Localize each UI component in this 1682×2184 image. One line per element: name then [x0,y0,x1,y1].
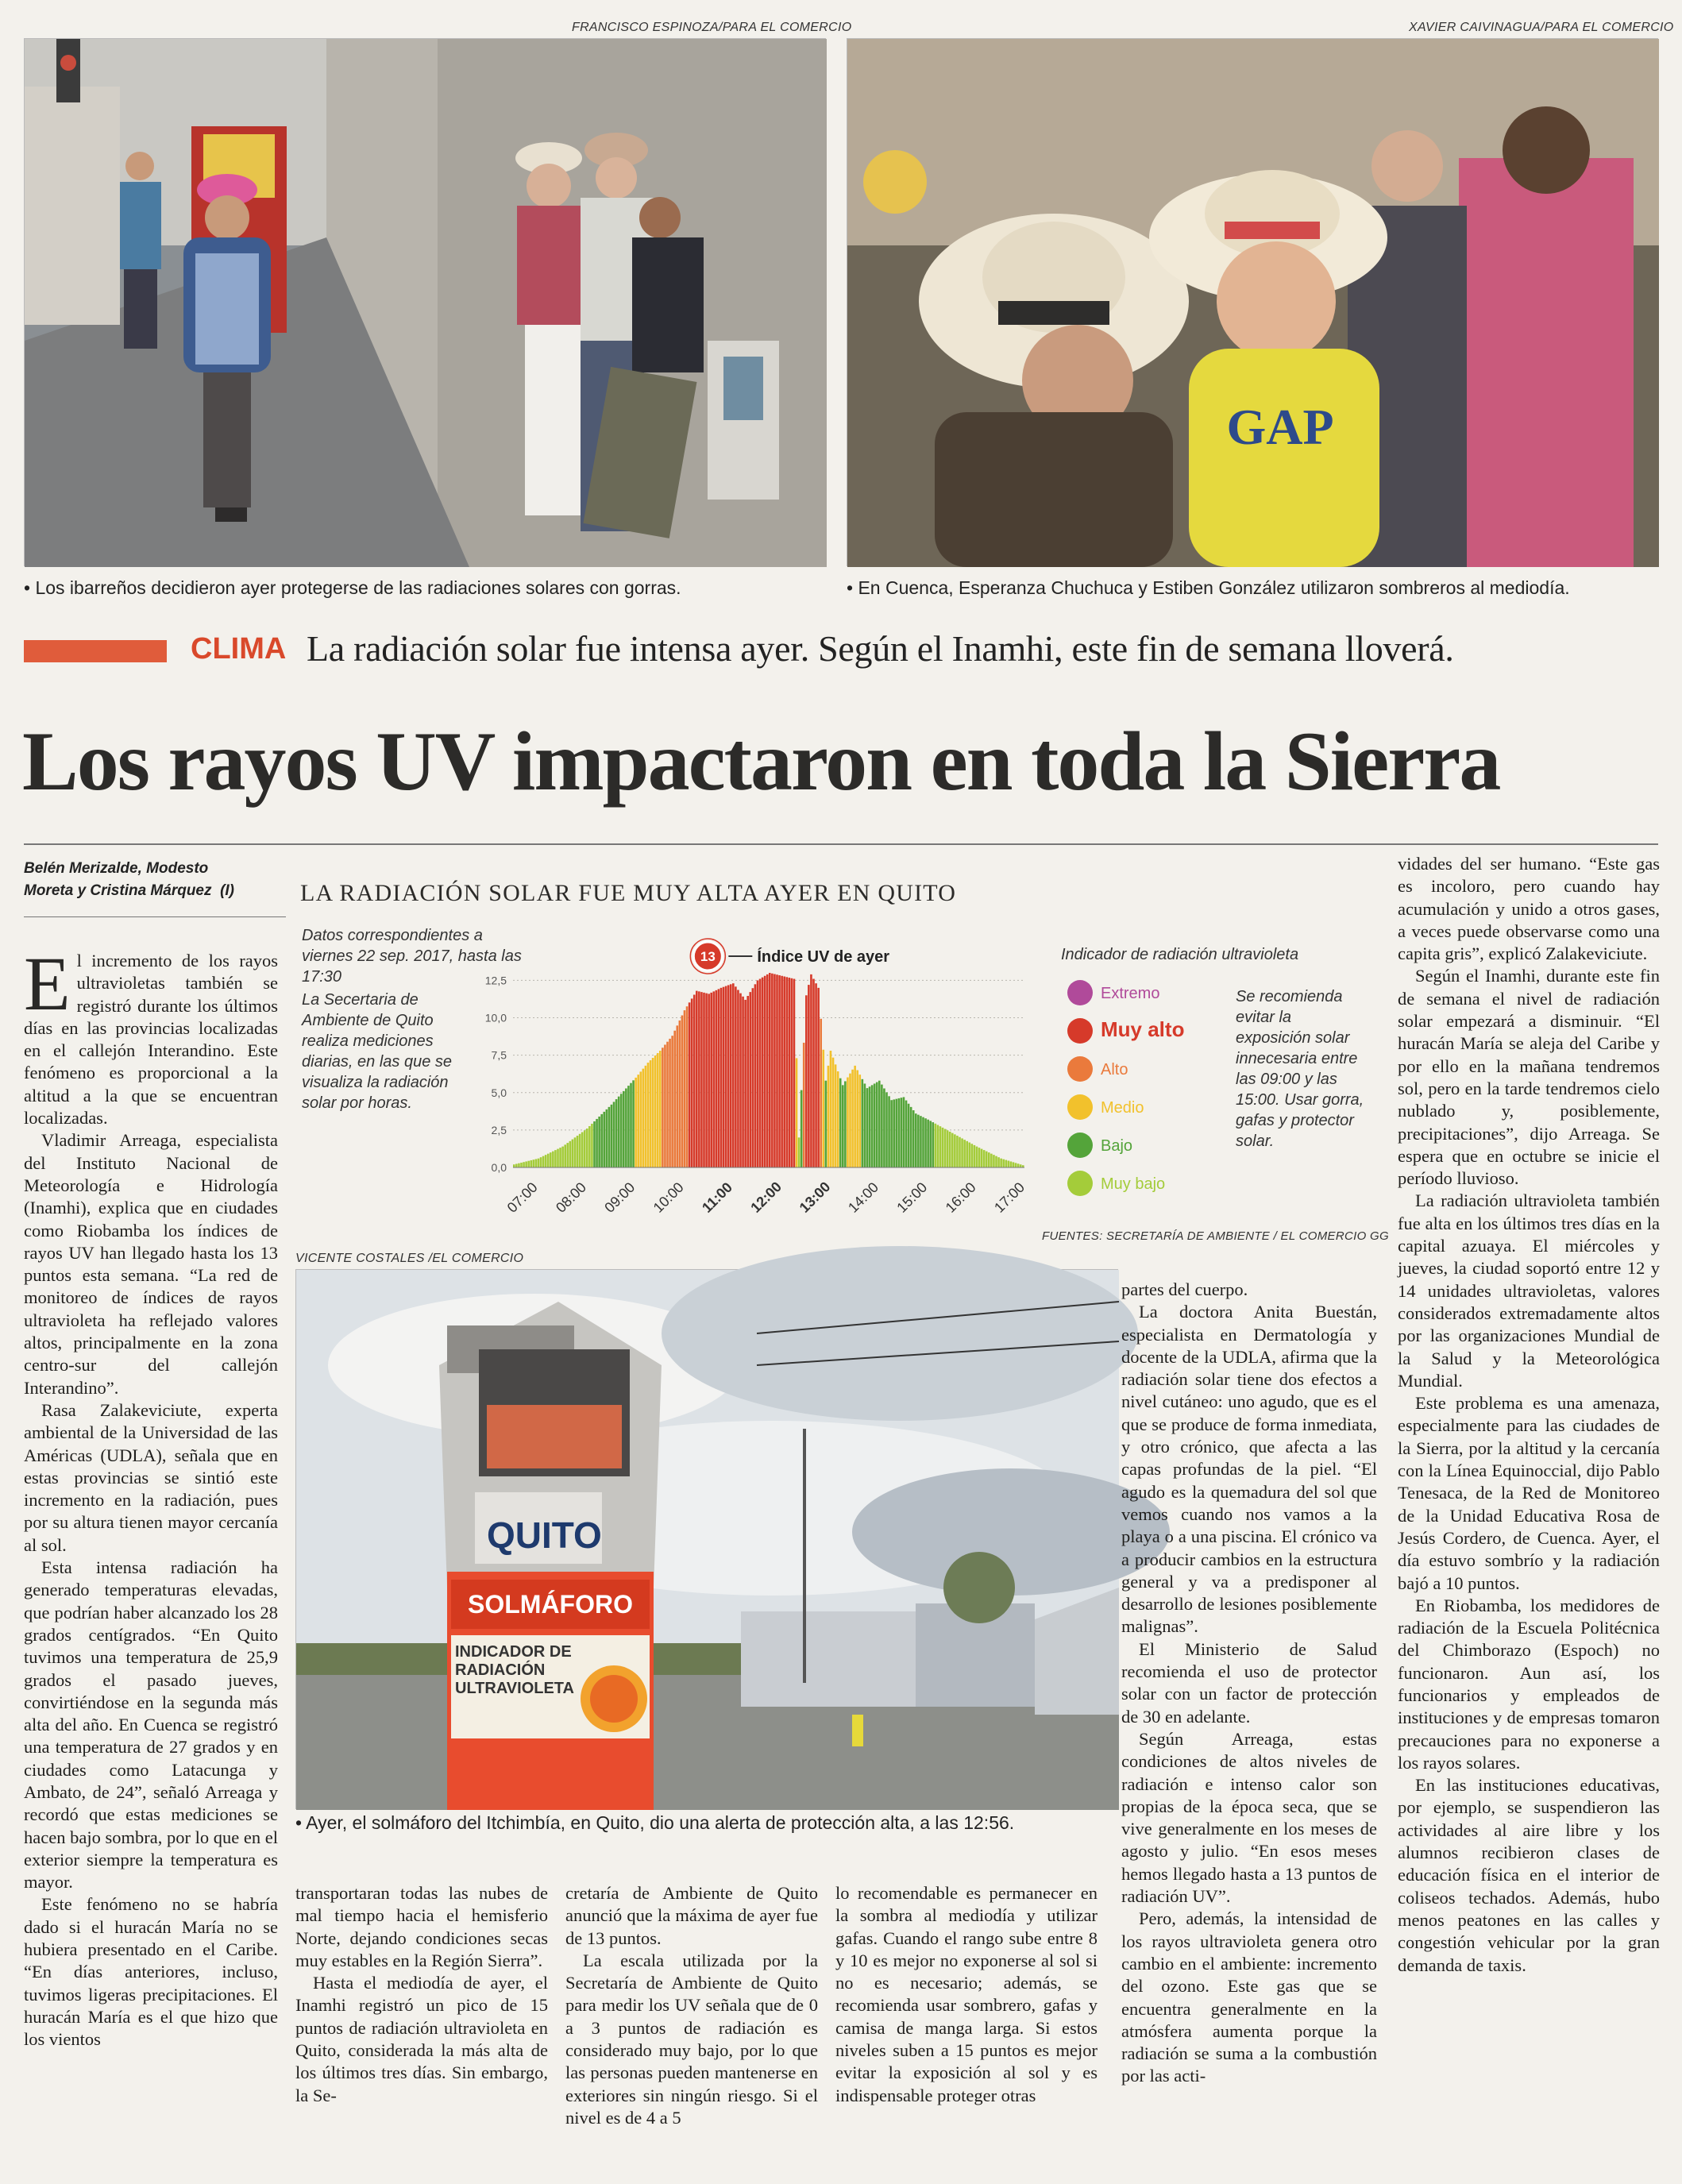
chart-ytick-label: 12,5 [484,974,507,987]
uv-bar [847,1078,849,1167]
uv-bar [691,998,693,1167]
uv-bar [561,1147,564,1167]
c5-paragraph: partes del cuerpo. [1121,1279,1248,1299]
uv-bar [754,984,757,1167]
uv-bar [815,983,817,1167]
uv-bar [796,1058,798,1167]
uv-bar [820,1019,822,1167]
uv-bar [942,1128,944,1167]
uv-bar [552,1152,554,1167]
article-column-3 [565,1882,818,2144]
uv-bar [598,1117,600,1167]
chart-title: LA RADIACIÓN SOLAR FUE MUY ALTA AYER EN QUITO [300,880,957,906]
uv-bar [822,1050,824,1167]
uv-bar [746,996,749,1167]
c6-paragraph: En Riobamba, los medidores de radiación de la Escuela Politécnica del Chimborazo (Espoch) no funcionaron. Aun así, los funcionarios y empleados de instituciones y de empresas tomaron precauciones para no exponerse a los rayos solares. [1398,1595,1660,1773]
byline-tag: (I) [220,882,234,899]
uv-bar [876,1082,878,1167]
uv-bar [881,1085,883,1167]
uv-bar [1000,1159,1002,1167]
uv-bar [700,992,703,1167]
uv-bar [671,1036,673,1167]
c5-paragraph: Según Arreaga, estas condiciones de altos niveles de radiación e intenso calor son propias de la época seca, que se vive generalmente en los meses de agosto y julio. “En esos meses hemos llegado hasta a 13 puntos de radiación UV”. [1121,1728,1377,1907]
uv-bar [586,1129,588,1167]
uv-bar [1017,1163,1020,1167]
uv-bar [858,1075,861,1167]
uv-bar [611,1105,613,1167]
uv-bar [990,1154,993,1167]
uv-bar [1005,1160,1007,1167]
photo-caption-middle: • Ayer, el solmáforo del Itchimbía, en Quito, dio una alerta de protección alta, a las 12:56. [295,1812,1015,1833]
chart-xtick-label: 07:00 [503,1179,541,1216]
uv-bar [917,1115,920,1167]
byline-line-1: Belén Merizalde, Modesto [24,860,209,877]
uv-bar [837,1071,839,1167]
uv-bar [851,1070,854,1167]
uv-bar [664,1044,666,1167]
uv-bar [523,1162,525,1167]
uv-bar [963,1140,966,1167]
article-column-4 [835,1882,1098,2144]
uv-bar [686,1006,689,1167]
uv-bar [895,1099,897,1167]
shirt-logo-text: GAP [1226,399,1334,455]
uv-bar [908,1104,910,1167]
c6-paragraph: vidades del ser humano. “Este gas es incoloro, pero cuando hay acumulación y unido a otros gases, a veces puede observarse como una capita gris”, explicó Zalakeviciute. [1398,854,1660,964]
uv-bar [735,986,737,1167]
uv-bar [1013,1162,1015,1167]
uv-bar [535,1159,538,1167]
uv-bar [639,1071,642,1167]
uv-bar [708,994,710,1167]
photo-solmaforo [295,1269,1118,1809]
uv-bar [593,1121,596,1167]
uv-bar [927,1120,929,1167]
c5-paragraph: Pero, además, la intensidad de los rayos ultravioleta genera otro cambio en el ambiente: incremento del ozono. Este gas que se encuentra generalmente en la atmósfera aumenta porque la radiación se suma a la combustión por las acti- [1121,1908,1377,2086]
uv-bar [866,1088,869,1167]
uv-bar [1010,1161,1013,1167]
article-column-5 [1121,1279,1377,2144]
chart-xtick-label: 14:00 [845,1179,882,1216]
byline [24,858,278,902]
uv-bar [515,1163,518,1167]
uv-bar [968,1143,970,1167]
uv-bar [659,1051,662,1167]
uv-bar [716,990,718,1167]
uv-bar [613,1102,615,1167]
uv-bar [518,1163,520,1167]
uv-bar [898,1098,901,1167]
uv-bar [890,1100,893,1167]
uv-bar [730,984,732,1167]
legend-label: Muy alto [1101,1017,1185,1041]
uv-bar [737,990,739,1167]
chart-source: FUENTES: SECRETARÍA DE AMBIENTE / EL COMERCIO GG [1042,1229,1389,1243]
uv-bar [530,1160,532,1167]
uv-bar [771,974,773,1167]
uv-bar [888,1096,890,1167]
byline-line-2: Moreta y Cristina Márquez [24,882,212,899]
uv-bar [635,1078,637,1167]
uv-bar [669,1039,671,1167]
uv-bar [579,1134,581,1167]
uv-bar [681,1016,684,1167]
legend-label: Muy bajo [1101,1175,1166,1193]
uv-bar [588,1126,591,1167]
uv-bar [642,1069,645,1167]
c3-paragraph: cretaría de Ambiente de Quito anunció que la máxima de ayer fue de 13 puntos. [565,1883,818,1948]
sign-solmaforo-text: SOLMÁFORO [468,1590,633,1619]
chart-xtick-label: 08:00 [553,1179,590,1216]
uv-bar [542,1156,545,1167]
uv-bar [839,1078,842,1167]
uv-bar [679,1021,681,1167]
uv-bar [849,1074,851,1167]
uv-bar [885,1092,888,1167]
uv-bar [752,988,754,1167]
uv-bar [710,993,712,1167]
legend-swatch [1067,1133,1093,1158]
uv-bar [910,1107,912,1167]
uv-bar [791,978,793,1167]
uv-bar [983,1150,986,1167]
chart-description: La Secertaria de Ambiente de Quito realiza mediciones diarias, en las que se visualiza la radiación solar por horas. [302,991,453,1112]
article-column-6 [1398,853,1660,2144]
uv-bar [878,1081,881,1167]
article-deck: La radiación solar fue intensa ayer. Según el Inamhi, este fin de semana lloverá. [307,628,1454,669]
uv-bar [893,1099,895,1167]
uv-bar [781,976,783,1167]
legend-label: Alto [1101,1061,1128,1078]
uv-bar [954,1134,956,1167]
uv-bar [720,988,723,1167]
uv-bar [966,1141,968,1167]
uv-bar [997,1157,1000,1167]
chart-xtick-label: 10:00 [650,1179,687,1216]
uv-bar [817,988,820,1167]
uv-bar [808,985,810,1167]
uv-bar [666,1042,669,1167]
uv-bar [986,1152,988,1167]
photo-cuenca-hats [847,38,1658,566]
uv-bar [739,994,742,1167]
legend-swatch [1067,1056,1093,1082]
photo-credit-left: FRANCISCO ESPINOZA/PARA EL COMERCIO [572,21,852,34]
uv-bar [844,1081,847,1167]
uv-bar [550,1152,552,1167]
uv-bar [584,1130,586,1167]
uv-bar [949,1132,951,1167]
uv-bar [832,1058,835,1167]
photo-caption-left: • Los ibarreños decidieron ayer protegerse de las radiaciones solares con gorras. [24,577,681,598]
uv-bar [547,1154,550,1167]
uv-bar [725,986,727,1167]
uv-bar [924,1118,927,1167]
uv-bar [657,1053,659,1167]
uv-bar [810,974,812,1167]
uv-bar [623,1091,625,1167]
uv-bar [742,997,744,1167]
article-column-1 [24,941,278,2145]
chart-xtick-label: 16:00 [942,1179,979,1216]
uv-bar [993,1155,995,1167]
peak-label: Índice UV de ayer [757,948,890,966]
legend-label: Medio [1101,1099,1144,1117]
c5-paragraph: La doctora Anita Buestán, especialista en Dermatología y docente de la UDLA, afirma que la radiación solar tiene dos efectos a nivel cutáneo: uno agudo, que es el que se produce de forma inmediata, y otro crónico, que afecta a las capas profundas de la piel. “El agudo es la quemadura del sol que vemos cuando nos vamos a la playa o a una piscina. El crónico va a producir cambios en la estructura general y va a predisponer al desarrollo de lesiones posiblemente malignas”. [1121,1302,1377,1637]
uv-bar [922,1117,924,1167]
uv-bar [1015,1163,1017,1167]
uv-bar [637,1075,639,1167]
photo-ibarra-street [24,38,826,566]
uv-bar [773,974,776,1167]
uv-bar [581,1133,584,1167]
uv-bar [620,1094,623,1167]
uv-bar [618,1097,620,1167]
uv-bar [800,1090,803,1167]
uv-bar [596,1119,598,1167]
uv-bar [554,1150,557,1167]
chart-ytick-label: 0,0 [491,1161,507,1174]
uv-bar [684,1010,686,1167]
uv-bar [569,1141,572,1167]
uv-bar [749,992,751,1167]
uv-bar [976,1147,978,1167]
legend-swatch [1067,1171,1093,1196]
uv-bar [805,995,808,1167]
uv-bar [566,1143,569,1167]
uv-bar [971,1144,974,1167]
uv-bar [608,1107,611,1167]
uv-bar [978,1148,981,1167]
c1-paragraph: l incremento de los rayos ultravioletas también se registró durante los últimos días en las provincias localizadas en el callejón Interandino. Este fenómeno es proporcional a la altitud a la que se encuentran localizadas. [24,951,278,1129]
c5-paragraph: El Ministerio de Salud recomienda el uso de protector solar con un factor de protección de 30 en adelante. [1121,1638,1377,1727]
chart-recommendation: Se recomienda evitar la exposición solar innecesaria entre las 09:00 y las 15:00. Usar gorra, gafas y protector solar. [1236,988,1364,1150]
uv-bar [812,979,815,1167]
uv-bar [835,1064,837,1167]
uv-bar [630,1083,632,1167]
byline-rule [24,916,286,917]
uv-bar [905,1101,908,1167]
uv-bar [856,1071,858,1168]
uv-bar [988,1152,990,1167]
uv-bar [645,1066,647,1167]
c6-paragraph: En las instituciones educativas, por ejemplo, se suspendieron las actividades al aire libre y los alumnos recibieron clases de educación física en el interior de coliseos techados. Además, hubo menos peatones en las calles y congestión vehicular por la gran demanda de taxis. [1398,1775,1660,1975]
uv-bar [1002,1160,1005,1167]
uv-bar [676,1025,678,1167]
photo-credit-right: XAVIER CAIVINAGUA/PARA EL COMERCIO [1409,21,1674,34]
uv-bar [632,1080,635,1167]
uv-bar [951,1133,954,1167]
uv-bar [625,1088,627,1167]
c6-paragraph: La radiación ultravioleta también fue alta en los últimos tres días en la capital azuaya. El miércoles y jueves, la ciudad soportó entre 12 y 14 unidades ultravioletas, valores considerados extremadamente altos por las organizaciones Mundial de la Salud y la Meteorológica Mundial. [1398,1190,1660,1391]
c6-paragraph: Este problema es una amenaza, especialmente para las ciudades de la Sierra, por la altitud y la cercanía con la Línea Equinoccial, dijo Pablo Tenesaca, de la Red de Monitoreo de la Unidad Educativa Rosa de Jesús Cordero, de Cuenca. Ayer, el día estuvo sombrío y la radiación bajó a 10 puntos. [1398,1393,1660,1593]
uv-bar [572,1140,574,1167]
c2-paragraph: Hasta el mediodía de ayer, el Inamhi registró un pico de 15 puntos de radiación ultravioleta en Quito, considerada la más alta de los últimos tres días. Sin embargo, la Se- [295,1973,548,2105]
uv-bar [538,1159,540,1167]
uv-bar [827,1066,830,1167]
uv-bar [689,1002,691,1167]
uv-bar [764,976,766,1167]
uv-bar [769,973,771,1167]
uv-bar [627,1086,630,1167]
chart-xtick-label: 09:00 [601,1179,638,1216]
uv-bar [912,1110,915,1167]
uv-bar [798,1137,800,1167]
legend-label: Extremo [1101,985,1160,1002]
uv-bar [766,974,769,1167]
uv-bar [995,1156,997,1167]
uv-bar [929,1121,932,1167]
uv-bar [703,993,705,1167]
uv-bar [615,1099,618,1167]
uv-bar [673,1031,676,1167]
uv-bar [935,1124,937,1167]
uv-bar [959,1137,961,1167]
legend-title: Indicador de radiación ultravioleta [1061,946,1299,963]
uv-bar [783,977,785,1167]
uv-bar [705,994,708,1167]
uv-bar [778,975,781,1167]
uv-bar [854,1066,856,1167]
legend-label: Bajo [1101,1137,1133,1155]
chart-xtick-label: 17:00 [991,1179,1028,1216]
uv-bar [869,1086,871,1167]
legend-swatch [1067,1018,1093,1044]
uv-bar [545,1155,547,1167]
uv-bar [696,991,698,1167]
uv-bar [654,1055,657,1167]
uv-bar [825,1081,827,1167]
uv-bar [785,977,788,1167]
photo-credit-middle: VICENTE COSTALES /EL COMERCIO [295,1252,524,1265]
uv-bar [533,1160,535,1167]
uv-bar [744,1000,746,1167]
c1-paragraph: Vladimir Arreaga, especialista del Instituto Nacional de Meteorología e Hidrología (Inamhi), explica que en ciudades como Riobamba los índices de rayos UV han llegado hasta los 13 puntos esta semana. “La red de monitoreo de índices de rayos ultravioleta ha reflejado valores altos, principalmente en la zona centro-sur del callejón Interandino”. [24,1130,278,1398]
chart-ytick-label: 5,0 [491,1086,507,1099]
uv-bar [723,987,725,1167]
drop-cap: E [24,941,71,1026]
uv-bar [652,1058,654,1167]
uv-bar [1020,1164,1022,1167]
chart-xtick-label: 15:00 [893,1179,931,1216]
chart-xtick-label: 11:00 [699,1179,736,1216]
uv-bar [874,1083,876,1167]
uv-bar [842,1085,844,1167]
peak-value: 13 [700,949,716,964]
sign-quito-text: QUITO [487,1515,602,1556]
kicker-bar [24,640,167,662]
c4-paragraph: lo recomendable es permanecer en la sombra al mediodía y utilizar gafas. Cuando el rango sube entre 8 y 10 es mejor no exponerse al sol si no es necesario; además, se recomienda usar sombrero, gafas y camisa de manga larga. Si estos niveles suben a 15 puntos es mejor evitar la exposición al sol y es indispensable proteger otras [835,1883,1098,2105]
c1-paragraph: Este fenómeno no se habría dado si el huracán María no se hubiera presentado en el Caribe. “En días anteriores, incluso, tuvimos ligeras precipitaciones. El huracán María es el que hizo que los vientos [24,1894,278,2050]
uv-bar [606,1109,608,1167]
uv-bar [557,1149,559,1167]
uv-bar [776,974,778,1167]
uv-bar [564,1144,566,1167]
sign-indicador-text: INDICADOR DE RADIACIÓN ULTRAVIOLETA [455,1643,574,1697]
chart-ytick-label: 7,5 [491,1048,507,1062]
uv-bar [903,1097,905,1167]
uv-bar [662,1048,664,1167]
uv-bar [650,1060,652,1167]
c1-paragraph: Rasa Zalakeviciute, experta ambiental de la Universidad de las Américas (UDLA), señala que en estas provincias se sintió este incremento en la radiación, pues por su altura tienen mayor cercanía al sol. [24,1399,278,1555]
chart-ytick-label: 2,5 [491,1123,507,1136]
c1-paragraph: Esta intensa radiación ha generado temperaturas elevadas, que podrían haber alcanzado los 28 grados centígrados. “En Quito tuvimos una temperatura de 25,9 grados el pasado jueves, convirtiéndose en la segunda más alta del año. En Cuenca se registró una temperatura de 27 grados y en ciudades como Latacunga y Ambato, de 24”, señaló Arreaga y recordó que estas mediciones se hacen bajo sombra, por lo que en el exterior siempre la temperatura es mayor. [24,1557,278,1893]
uv-bar [647,1063,650,1167]
uv-bar [525,1161,527,1167]
uv-bar [693,995,696,1167]
uv-legend [1056,942,1299,1228]
uv-bar [540,1157,542,1167]
uv-bar [915,1113,917,1167]
uv-bar [956,1136,959,1167]
uv-bar [974,1145,976,1167]
uv-bar [527,1161,530,1167]
uv-bar [727,985,730,1167]
uv-bar [600,1114,603,1167]
legend-swatch [1067,1094,1093,1120]
article-headline: Los rayos UV impactaron en toda la Sierra [22,715,1500,808]
headline-rule [24,843,1658,845]
uv-bar [559,1148,561,1167]
article-column-2 [295,1882,548,2144]
uv-bar [830,1051,832,1167]
uv-bar [757,980,759,1167]
uv-bar [759,979,762,1167]
uv-bar [871,1085,874,1167]
uv-bar [947,1130,949,1167]
uv-bar [718,989,720,1167]
uv-bar [961,1138,963,1167]
legend-swatch [1067,980,1093,1005]
uv-bar [937,1125,939,1167]
uv-bar [901,1098,903,1167]
uv-bar [981,1149,983,1167]
chart-xtick-label: 12:00 [747,1179,785,1216]
uv-bar [712,991,715,1167]
uv-bar [1008,1161,1010,1167]
uv-bar [939,1126,942,1167]
uv-bar [793,979,796,1167]
c6-paragraph: Según el Inamhi, durante este fin de semana el nivel de radiación solar empezará a disminuir. “El huracán María se aleja del Caribe y por ello en la mañana tendremos sol, pero en la tarde tendremos cielo nublado y, posiblemente, precipitaciones”, dijo Arreaga. Se espera que en octubre se inicie el período lluvioso. [1398,966,1660,1189]
uv-bar [520,1163,523,1167]
uv-bar [732,983,735,1167]
uv-bar [883,1088,885,1167]
uv-bar [574,1137,577,1167]
chart-ytick-label: 10,0 [484,1011,507,1024]
uv-bar [591,1124,593,1167]
uv-bar [789,978,791,1167]
uv-bar [920,1116,922,1167]
chart-xtick-label: 13:00 [796,1179,834,1216]
uv-bar [864,1083,866,1167]
uv-bar [603,1112,605,1167]
uv-bar [862,1079,864,1167]
uv-bar [803,1043,805,1167]
uv-bar [762,978,764,1167]
chart-data-note: Datos correspondientes a viernes 22 sep. 2017, hasta las 17:30 [302,927,522,986]
section-kicker: CLIMA [191,632,287,666]
uv-bar [944,1129,947,1167]
photo-caption-right: • En Cuenca, Esperanza Chuchuca y Estiben González utilizaron sombreros al mediodía. [847,577,1570,598]
uv-bar [577,1136,579,1167]
uv-bar [698,991,700,1167]
c3-paragraph: La escala utilizada por la Secretaría de Ambiente de Quito para medir los UV señala que de 0 a 3 puntos de radiación es considerado muy bajo, por lo que las personas pueden mantenerse en exteriores sin ningún riesgo. Si el nivel es de 4 a 5 [565,1950,818,2128]
c2-paragraph: transportaran todas las nubes de mal tiempo hacia el hemisferio Norte, dejando condiciones secas muy estables en la Región Sierra”. [295,1883,548,1970]
uv-bar [932,1122,934,1167]
uv-bar [513,1164,515,1167]
